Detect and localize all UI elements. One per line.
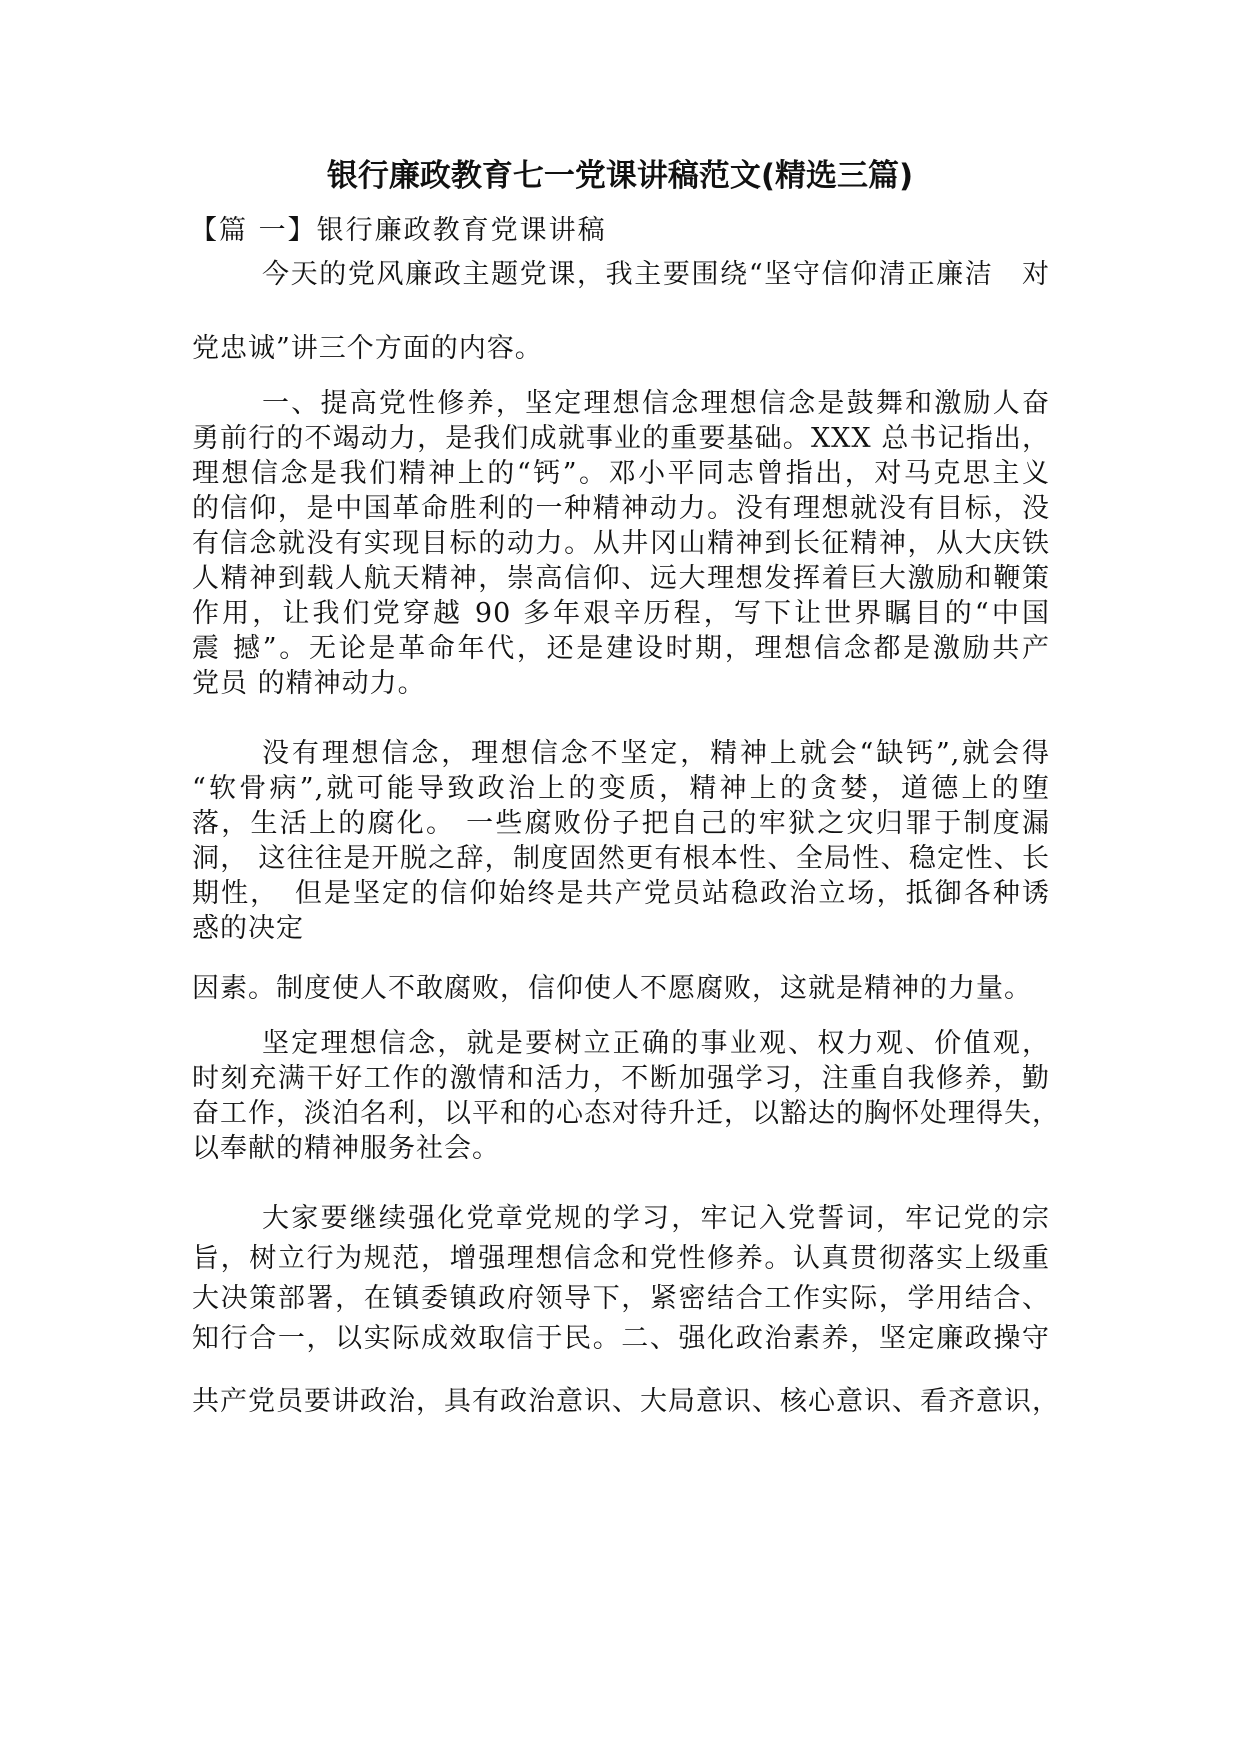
text-line: 人精神到载人航天精神，崇高信仰、远大理想发挥着巨大激励和鞭策 [192,563,1050,594]
text-line: 时刻充满干好工作的激情和活力，不断加强学习，注重自我修养，勤 [192,1063,1050,1094]
text-line: 大决策部署，在镇委镇政府领导下，紧密结合工作实际，学用结合、 [192,1283,1050,1314]
text-line: 理想信念是我们精神上的“钙”。邓小平同志曾指出，对马克思主义 [192,458,1050,489]
text-line: 勇前行的不竭动力，是我们成就事业的重要基础。XXX 总书记指出， [192,423,1050,454]
text-line: 奋工作，淡泊名利，以平和的心态对待升迁，以豁达的胸怀处理得失， [192,1098,1060,1129]
text-line: 一、提高党性修养，坚定理想信念理想信念是鼓舞和激励人奋 [262,388,1050,419]
text-line: 旨，树立行为规范，增强理想信念和党性修养。认真贯彻落实上级重 [192,1243,1050,1274]
text-line: 期性， 但是坚定的信仰始终是共产党员站稳政治立场，抵御各种诱 [192,878,1050,909]
text-line: 今天的党风廉政主题党课，我主要围绕“坚守信仰清正廉洁 对 [262,259,1050,290]
text-line: 党员 的精神动力。 [192,668,426,699]
text-line: 没有理想信念，理想信念不坚定，精神上就会“缺钙”,就会得 [262,738,1050,769]
text-line: 有信念就没有实现目标的动力。从井冈山精神到长征精神，从大庆铁 [192,528,1050,559]
text-line: 作用，让我们党穿越 90 多年艰辛历程，写下让世界瞩目的“中国 [192,598,1050,629]
text-line: 落，生活上的腐化。 一些腐败份子把自己的牢狱之灾归罪于制度漏 [192,808,1050,839]
section-heading: 【篇 一】银行廉政教育党课讲稿 [190,215,607,246]
text-line: 党忠诚”讲三个方面的内容。 [192,333,543,364]
text-line: 以奉献的精神服务社会。 [192,1133,500,1164]
document-title: 银行廉政教育七一党课讲稿范文(精选三篇) [326,158,914,194]
text-line: 因素。制度使人不敢腐败，信仰使人不愿腐败，这就是精神的力量。 [192,973,1032,1004]
text-line: “软骨病”,就可能导致政治上的变质，精神上的贪婪，道德上的堕 [192,773,1050,804]
text-line: 惑的决定 [192,913,304,944]
text-line: 的信仰，是中国革命胜利的一种精神动力。没有理想就没有目标，没 [192,493,1050,524]
text-line: 洞， 这往往是开脱之辞，制度固然更有根本性、全局性、稳定性、长 [192,843,1050,874]
text-line: 大家要继续强化党章党规的学习，牢记入党誓词，牢记党的宗 [262,1203,1050,1234]
text-line: 知行合一，以实际成效取信于民。二、强化政治素养，坚定廉政操守 [192,1323,1050,1354]
text-line: 坚定理想信念，就是要树立正确的事业观、权力观、价值观， [262,1028,1050,1059]
text-line: 共产党员要讲政治，具有政治意识、大局意识、核心意识、看齐意识， [192,1386,1060,1417]
text-line: 震 撼”。无论是革命年代，还是建设时期，理想信念都是激励共产 [192,633,1050,664]
